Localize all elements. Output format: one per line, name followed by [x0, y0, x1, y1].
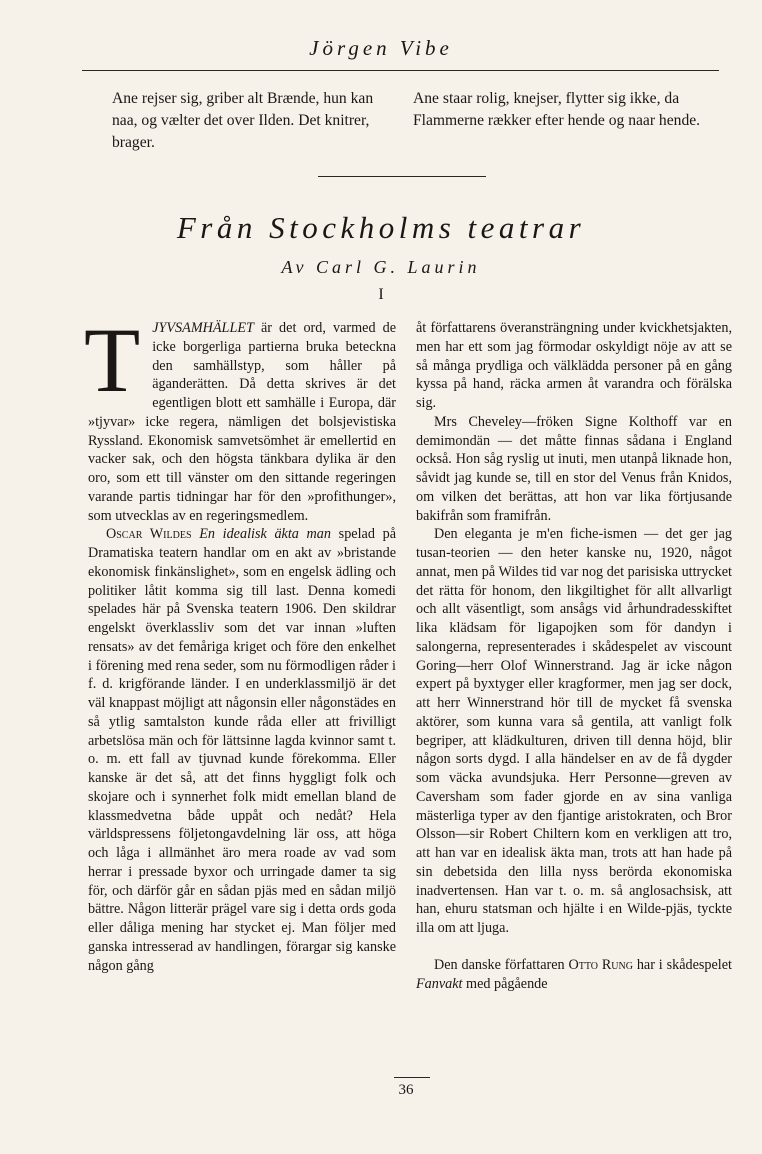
right-paragraph-1: åt författarens överansträngning under kvickhetsjakten, men har ett som jag förmodar oskyldigt nöje av att se så många prydliga och välklädda personer på en gång kyssa på hand, räcka armen åt varandra och förälska sig. [416, 320, 732, 411]
right-paragraph-4-lead: Den danske författaren [434, 956, 569, 973]
author-name: Oscar Wildes [106, 526, 192, 543]
article-title: Från Stockholms teatrar [176, 210, 586, 245]
lead-word: JYVSAMHÄLLET [152, 320, 254, 336]
left-column [84, 309, 396, 975]
section-number: I [378, 286, 384, 303]
section-divider [318, 176, 486, 177]
left-paragraph-2 [88, 525, 396, 975]
right-paragraph-3: Den eleganta je m'en fiche-ismen — det ger jag tusan-teorien — den heter kanske nu, 1920, något annat, men på Wildes tid var nog det parisiska uttrycket det rätta för honom, den likgiltighet för allt allvarligt och allt väsentligt, som ansågs vid århundradesskiftet lika klädsam för ligapojken som för dandyn i salongerna, representerades i skådespelet av viscount Goring—herr Olof Winnerstrand. Jag är icke någon expert på byxtyger eller kragformer, men jag ser dock, att herr Winnerstrand hör till de mycket få svenska aktörer, som kunna vara så gentila, att vanligt folk begriper, att klädkulturen, driven till denna höjd, blir någon sorts dygd. I alla händelser en av de få dygder som väcka avundsjuka. Herr Personne—greven av Caversham som fader gjorde en av sina vanliga mästerliga typer av den fjantige aristokraten, och Bror Olsson—sir Robert Chiltern kom en verkligen att tro, att han var en idealisk äkta man, trots att han hade på sin debetsida den lilla nyss berörda ekonomiska inadvertensen. Han var t. o. m. så anglosachsisk, att han, ehuru statsman och hjälte i en Wilde-pjäs, tyckte illa om att ljuga. [416, 526, 732, 936]
play-title: En idealisk äkta man [199, 526, 331, 543]
drop-cap: T [84, 309, 141, 411]
article-byline: Av Carl G. Laurin [281, 257, 481, 277]
running-head: Jörgen Vibe [309, 36, 453, 60]
stanza-right: Ane staar rolig, knejser, flytter sig ikke, da Flammerne rækker efter hende og naar hende. [413, 90, 701, 129]
author-name-rung: Otto Rung [568, 956, 633, 973]
right-paragraph-4-end: med pågående [462, 975, 548, 992]
header-rule [82, 70, 719, 71]
left-paragraph-1-text: är det ord, varmed de icke borgerliga partierna bruka beteckna den samhällstyp, som håller på äganderätten. Då detta skrives är det egentligen blott ett samhälle i Europa, där »tjyvar» icke regera, nämligen det bolsjevistiska Ryssland. Ekonomisk samvetsömhet är emellertid en vacker sak, och den högsta tänkbara dylika är den oro, som ett till vänster om den sittande regeringen varande partis tidningar har för den »profithunger», som utvecklas av en regeringsmedlem. [88, 320, 396, 524]
left-paragraph-1 [84, 309, 396, 525]
stanza-left: Ane rejser sig, griber alt Brænde, hun kan naa, og vælter det over Ilden. Det knitrer, brager. [112, 90, 374, 151]
play-title-fanvakt: Fanvakt [416, 975, 463, 992]
right-paragraph-4-mid: har i skådespelet [632, 956, 732, 973]
page-number: 36 [398, 1082, 414, 1098]
footer-rule [394, 1077, 430, 1078]
left-paragraph-2-text: spelad på Dramatiska teatern handlar om en akt av »bristande ekonomisk finkänslighet», som en engelsk ädling och politiker låtit komma sig till last. Denna komedi spelades här på Svenska teatern 1906. Den skildrar engelskt överklassliv som det var innan »luften rensats» av det femåriga kriget och före den enkelhet i förening med rena seder, som nu förmodligen råder i f. d. krigförande länder. I en underklassmiljö är det väl knappast möjligt att någonsin eller någonstädes en så ytlig samtalston kunde råda eller att frivilligt arbetslösa män och för lättsinne lagda kvinnor samt t. o. m. ett fall av tjuvnad kunde förekomma. Eller kanske är det så, att det finns hyggligt folk och skojare och i synnerhet folk midt emellan bland de klassmedvetna både uppåt och nedåt? Hela världspressens följetongavdelning lär oss, att höga och låga i allmänhet äro mera roade av vad som herrar i pressade byxor och urringade damer ta sig för, och därför går en sådan pjäs med en sådan miljö bättre. Någon litterär prägel vare sig i detta ords goda eller dåliga mening har stycket ej. Man följer med ganska intresserad av handlingen, förargar sig kanske någon gång [88, 526, 396, 974]
right-column [416, 319, 732, 993]
right-paragraph-4 [416, 956, 732, 994]
right-paragraph-2: Mrs Cheveley—fröken Signe Kolthoff var en demimondän — det måtte finnas sådana i England också. Hon såg ryslig ut inuti, men utanpå liknade hon, såvidt jag kunde se, till en stor del Venus från Knidos, om vilken det berättas, att hon var lika förtjusande bakifrån som framifrån. [416, 413, 732, 524]
